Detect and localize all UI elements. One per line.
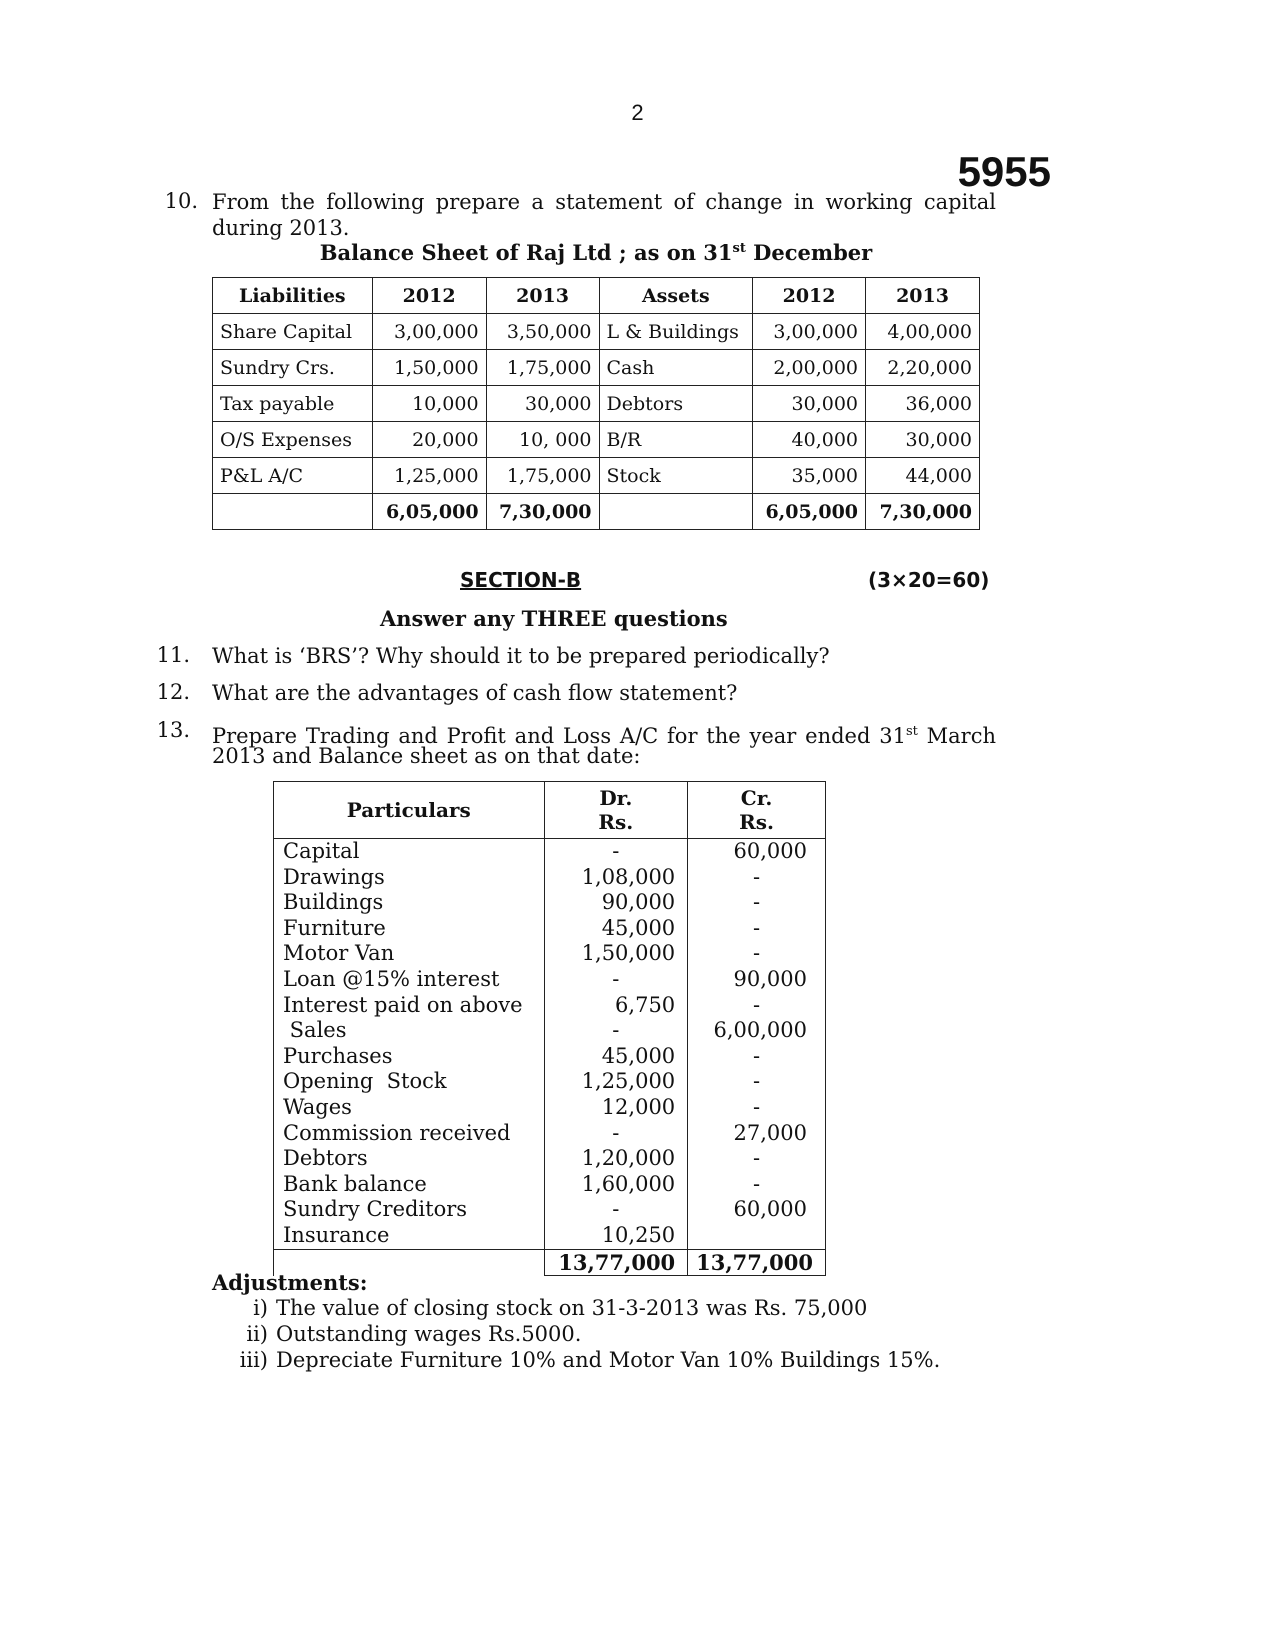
asset-2012: 35,000 — [753, 458, 866, 494]
particular-name: Debtors — [274, 1146, 545, 1172]
header-cr — [688, 782, 826, 839]
total-cr: 13,77,000 — [688, 1249, 826, 1276]
liability-2013: 1,75,000 — [486, 350, 599, 386]
header-dr — [544, 782, 688, 839]
credit-amount: - — [688, 941, 826, 967]
debit-amount: 6,750 — [544, 993, 688, 1019]
adjustment-roman: ii) — [246, 1322, 268, 1346]
balance-sheet-total-row — [213, 494, 980, 530]
particular-name: Capital — [274, 839, 545, 865]
table-row — [274, 1223, 826, 1249]
adjustment-item — [232, 1295, 940, 1321]
asset-name: L & Buildings — [599, 314, 753, 350]
credit-amount: 60,000 — [688, 839, 826, 865]
paper-code: 5955 — [957, 148, 1051, 195]
question-10-line2: during 2013. — [212, 216, 350, 240]
table-row — [274, 1146, 826, 1172]
header-dr-label: Dr. — [599, 786, 633, 810]
asset-2012: 3,00,000 — [753, 314, 866, 350]
table-row — [213, 458, 980, 494]
liability-2013: 30,000 — [486, 386, 599, 422]
question-13-superscript: st — [905, 724, 918, 739]
credit-amount: - — [688, 1044, 826, 1070]
asset-2012: 30,000 — [753, 386, 866, 422]
adjustment-text: Depreciate Furniture 10% and Motor Van 10% Buildings 15%. — [276, 1348, 941, 1372]
liability-2012: 10,000 — [372, 386, 486, 422]
table-row — [274, 941, 826, 967]
debit-amount: 12,000 — [544, 1095, 688, 1121]
liability-name: O/S Expenses — [213, 422, 373, 458]
credit-amount: - — [688, 916, 826, 942]
adjustment-text: The value of closing stock on 31-3-2013 was Rs. 75,000 — [276, 1296, 868, 1320]
particular-name: Insurance — [274, 1223, 545, 1249]
balance-sheet-caption — [212, 240, 980, 265]
liability-name: Sundry Crs. — [213, 350, 373, 386]
section-title: SECTION-B — [460, 568, 582, 592]
debit-amount: 1,08,000 — [544, 865, 688, 891]
question-13-number: 13. — [156, 718, 190, 742]
table-row — [274, 1069, 826, 1095]
asset-2013: 36,000 — [866, 386, 980, 422]
table-row — [213, 422, 980, 458]
debit-amount: - — [544, 839, 688, 865]
asset-2013: 4,00,000 — [866, 314, 980, 350]
section-marks: (3×20=60) — [868, 568, 990, 592]
header-assets: Assets — [599, 278, 753, 314]
asset-2013: 2,20,000 — [866, 350, 980, 386]
section-instruction: Answer any THREE questions — [380, 606, 728, 631]
question-10-line1: From the following prepare a statement of change in working capital — [212, 190, 996, 214]
table-row — [274, 967, 826, 993]
total-empty-cell — [599, 494, 753, 530]
liability-2012: 1,50,000 — [372, 350, 486, 386]
header-asset-2013: 2013 — [866, 278, 980, 314]
asset-name: Debtors — [599, 386, 753, 422]
debit-amount: - — [544, 1121, 688, 1147]
caption-text: Balance Sheet of Raj Ltd ; as on 31 — [319, 240, 733, 265]
debit-amount: 1,50,000 — [544, 941, 688, 967]
total-empty-cell — [213, 494, 373, 530]
balance-sheet-header-row — [213, 278, 980, 314]
credit-amount: - — [688, 1069, 826, 1095]
table-row — [274, 865, 826, 891]
total-liab-2012: 6,05,000 — [372, 494, 486, 530]
table-row — [274, 916, 826, 942]
balance-sheet-table — [212, 277, 980, 530]
question-12-number: 12. — [156, 680, 190, 704]
trial-balance-header-row — [274, 782, 826, 839]
particular-name: Furniture — [274, 916, 545, 942]
particular-name: Commission received — [274, 1121, 545, 1147]
total-asset-2013: 7,30,000 — [866, 494, 980, 530]
header-liabilities: Liabilities — [213, 278, 373, 314]
table-row — [274, 890, 826, 916]
particular-name: Sales — [274, 1018, 545, 1044]
liability-2012: 3,00,000 — [372, 314, 486, 350]
table-row — [213, 314, 980, 350]
asset-2013: 30,000 — [866, 422, 980, 458]
credit-amount: 90,000 — [688, 967, 826, 993]
question-13-line2: 2013 and Balance sheet as on that date: — [212, 744, 641, 768]
particular-name: Opening Stock — [274, 1069, 545, 1095]
particular-name: Bank balance — [274, 1172, 545, 1198]
table-row — [213, 350, 980, 386]
asset-2012: 2,00,000 — [753, 350, 866, 386]
adjustment-item — [232, 1347, 940, 1373]
table-row — [274, 1121, 826, 1147]
question-13-line1-b: March — [917, 724, 996, 748]
trial-balance-table — [273, 781, 826, 1276]
credit-amount: - — [688, 865, 826, 891]
debit-amount: - — [544, 1018, 688, 1044]
header-cr-label: Cr. — [740, 786, 773, 810]
particular-name: Motor Van — [274, 941, 545, 967]
debit-amount: 1,60,000 — [544, 1172, 688, 1198]
page-number: 2 — [631, 100, 644, 125]
asset-name: B/R — [599, 422, 753, 458]
asset-2012: 40,000 — [753, 422, 866, 458]
question-12-text: What are the advantages of cash flow statement? — [212, 681, 738, 705]
header-asset-2012: 2012 — [753, 278, 866, 314]
particular-name: Wages — [274, 1095, 545, 1121]
question-11-number: 11. — [156, 643, 190, 667]
adjustments-title: Adjustments: — [212, 1270, 368, 1295]
adjustment-item — [232, 1321, 940, 1347]
liability-name: P&L A/C — [213, 458, 373, 494]
header-dr-unit: Rs. — [598, 810, 634, 834]
table-row — [274, 1018, 826, 1044]
credit-amount — [688, 1223, 826, 1249]
particular-name: Buildings — [274, 890, 545, 916]
debit-amount: - — [544, 967, 688, 993]
adjustment-roman: iii) — [239, 1348, 268, 1372]
credit-amount: - — [688, 890, 826, 916]
liability-2013: 10, 000 — [486, 422, 599, 458]
table-row — [274, 1095, 826, 1121]
credit-amount: - — [688, 1146, 826, 1172]
total-dr: 13,77,000 — [544, 1249, 688, 1276]
adjustment-text: Outstanding wages Rs.5000. — [276, 1322, 582, 1346]
table-row — [213, 386, 980, 422]
table-row — [274, 1044, 826, 1070]
question-13-line1-a: Prepare Trading and Profit and Loss A/C for the year ended 31 — [212, 724, 906, 748]
liability-name: Share Capital — [213, 314, 373, 350]
asset-name: Cash — [599, 350, 753, 386]
debit-amount: 90,000 — [544, 890, 688, 916]
particular-name: Interest paid on above — [274, 993, 545, 1019]
table-row — [274, 1197, 826, 1223]
header-liab-2013: 2013 — [486, 278, 599, 314]
table-row — [274, 839, 826, 865]
debit-amount: 45,000 — [544, 916, 688, 942]
asset-2013: 44,000 — [866, 458, 980, 494]
question-10-number: 10. — [164, 189, 198, 213]
liability-2012: 1,25,000 — [372, 458, 486, 494]
particular-name: Purchases — [274, 1044, 545, 1070]
caption-end: December — [745, 240, 873, 265]
header-liab-2012: 2012 — [372, 278, 486, 314]
trial-balance-body — [274, 839, 826, 1250]
credit-amount: 60,000 — [688, 1197, 826, 1223]
header-particulars: Particulars — [274, 782, 545, 839]
debit-amount: 1,20,000 — [544, 1146, 688, 1172]
table-row — [274, 993, 826, 1019]
asset-name: Stock — [599, 458, 753, 494]
credit-amount: 27,000 — [688, 1121, 826, 1147]
debit-amount: 45,000 — [544, 1044, 688, 1070]
debit-amount: 10,250 — [544, 1223, 688, 1249]
header-cr-unit: Rs. — [739, 810, 774, 834]
particular-name: Sundry Creditors — [274, 1197, 545, 1223]
adjustment-roman: i) — [253, 1296, 268, 1320]
particular-name: Loan @15% interest — [274, 967, 545, 993]
liability-name: Tax payable — [213, 386, 373, 422]
particular-name: Drawings — [274, 865, 545, 891]
total-asset-2012: 6,05,000 — [753, 494, 866, 530]
total-liab-2013: 7,30,000 — [486, 494, 599, 530]
debit-amount: 1,25,000 — [544, 1069, 688, 1095]
table-row — [274, 1172, 826, 1198]
credit-amount: - — [688, 1172, 826, 1198]
credit-amount: - — [688, 1095, 826, 1121]
debit-amount: - — [544, 1197, 688, 1223]
liability-2012: 20,000 — [372, 422, 486, 458]
credit-amount: - — [688, 993, 826, 1019]
caption-superscript: st — [732, 241, 746, 256]
credit-amount: 6,00,000 — [688, 1018, 826, 1044]
question-11-text: What is ‘BRS’? Why should it to be prepared periodically? — [212, 644, 830, 668]
liability-2013: 1,75,000 — [486, 458, 599, 494]
liability-2013: 3,50,000 — [486, 314, 599, 350]
adjustments-list — [232, 1295, 940, 1373]
